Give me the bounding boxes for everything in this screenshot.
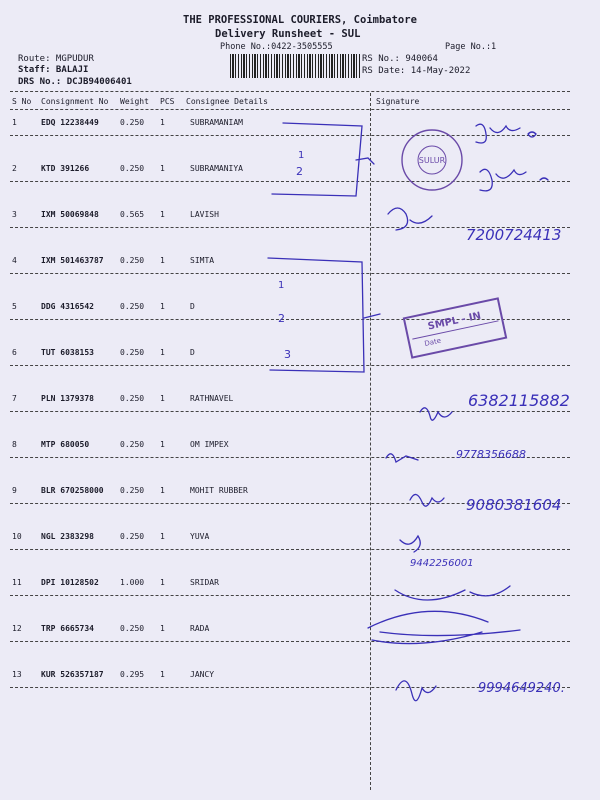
cell-weight: 0.250 xyxy=(120,486,145,495)
cell-weight: 0.250 xyxy=(120,118,145,127)
cell-sno: 6 xyxy=(12,348,17,357)
cell-consignment: IXM 50069848 xyxy=(41,210,99,219)
cell-weight: 0.250 xyxy=(120,164,145,173)
cell-weight: 0.250 xyxy=(120,440,145,449)
signature-row-7 xyxy=(420,408,452,420)
cell-consignment: MTP 680050 xyxy=(41,440,90,449)
signature-row-13 xyxy=(396,681,436,701)
cell-consignee: D xyxy=(190,348,195,357)
cell-consignment: DDG 4316542 xyxy=(41,302,94,311)
cell-consignment: KUR 526357187 xyxy=(41,670,104,679)
cell-consignee: SUBRAMANIYA xyxy=(190,164,243,173)
cell-sno: 2 xyxy=(12,164,17,173)
cell-consignment: PLN 1379378 xyxy=(41,394,94,403)
cell-sno: 3 xyxy=(12,210,17,219)
cell-sno: 13 xyxy=(12,670,22,679)
cell-consignment: TRP 6665734 xyxy=(41,624,94,633)
cell-pcs: 1 xyxy=(160,348,165,357)
rs-number: RS No.: 940064 xyxy=(362,54,438,64)
cell-sno: 8 xyxy=(12,440,17,449)
cell-consignment: NGL 2383298 xyxy=(41,532,94,541)
route: Route: MGPUDUR xyxy=(18,54,94,64)
cell-consignee: SRIDAR xyxy=(190,578,219,587)
staff: Staff: BALAJI xyxy=(18,65,89,75)
cell-consignee: LAVISH xyxy=(190,210,219,219)
cell-weight: 0.250 xyxy=(120,394,145,403)
rect-smpl-stamp xyxy=(404,298,506,357)
cell-pcs: 1 xyxy=(160,670,165,679)
phone-row-3: 7200724413 xyxy=(466,226,562,244)
cell-consignee: D xyxy=(190,302,195,311)
cell-pcs: 1 xyxy=(160,532,165,541)
cell-weight: 0.295 xyxy=(120,670,145,679)
cell-pcs: 1 xyxy=(160,578,165,587)
rs-date: RS Date: 14-May-2022 xyxy=(362,66,471,76)
page-number: Page No.:1 xyxy=(445,42,497,52)
box-mark-4: 2 xyxy=(278,312,285,325)
cell-consignment: DPI 10128502 xyxy=(41,578,99,587)
box-mark-5: 3 xyxy=(284,348,291,361)
phone-row-13: 9994649240. xyxy=(478,681,565,696)
phone-row-10: 9442256001 xyxy=(410,558,474,569)
round-stamp-center: SULUR xyxy=(418,156,446,165)
phone-row-9: 9080381604 xyxy=(466,496,562,514)
cell-weight: 0.565 xyxy=(120,210,145,219)
cell-weight: 0.250 xyxy=(120,256,145,265)
company-title: THE PROFESSIONAL COURIERS, Coimbatore xyxy=(183,14,417,26)
cell-weight: 0.250 xyxy=(120,532,145,541)
cell-sno: 11 xyxy=(12,578,22,587)
cell-consignee: YUVA xyxy=(190,532,210,541)
cell-sno: 4 xyxy=(12,256,17,265)
runsheet-title: Delivery Runsheet - SUL xyxy=(215,28,361,40)
box-mark-3: 1 xyxy=(278,280,285,291)
cell-consignee: MOHIT RUBBER xyxy=(190,486,248,495)
cell-sno: 10 xyxy=(12,532,22,541)
cell-pcs: 1 xyxy=(160,440,165,449)
cell-pcs: 1 xyxy=(160,256,165,265)
phone-number: Phone No.:0422-3505555 xyxy=(220,42,333,52)
box-mark-1: 1 xyxy=(298,150,305,161)
cell-consignee: SIMTA xyxy=(190,256,215,265)
col-header-signature: Signature xyxy=(376,97,420,106)
cell-sno: 7 xyxy=(12,394,17,403)
cell-pcs: 1 xyxy=(160,210,165,219)
cell-consignee: RATHNAVEL xyxy=(190,394,234,403)
phone-row-7: 6382115882 xyxy=(468,391,570,410)
cell-sno: 5 xyxy=(12,302,17,311)
signature-row-10 xyxy=(400,536,420,552)
signature-row-2 xyxy=(480,169,548,191)
signature-row-1 xyxy=(476,124,536,143)
cell-pcs: 1 xyxy=(160,164,165,173)
cell-consignment: IXM 501463787 xyxy=(41,256,104,265)
box-mark-2: 2 xyxy=(296,165,303,178)
cell-consignee: JANCY xyxy=(190,670,215,679)
col-header-sno: S No xyxy=(12,97,32,106)
rect-stamp-text: SMPL - IN xyxy=(426,310,483,333)
cell-consignment: EDQ 12238449 xyxy=(41,118,99,127)
hand-box-rows-1-2 xyxy=(272,123,362,196)
cell-consignee: SUBRAMANIAM xyxy=(190,118,243,127)
cell-weight: 1.000 xyxy=(120,578,145,587)
signature-row-12 xyxy=(368,611,520,643)
cell-pcs: 1 xyxy=(160,486,165,495)
cell-sno: 9 xyxy=(12,486,17,495)
cell-consignment: KTD 391266 xyxy=(41,164,90,173)
cell-sno: 12 xyxy=(12,624,22,633)
cell-pcs: 1 xyxy=(160,302,165,311)
cell-pcs: 1 xyxy=(160,118,165,127)
cell-consignee: OM IMPEX xyxy=(190,440,229,449)
cell-consignment: BLR 670258000 xyxy=(41,486,104,495)
col-header-consignee: Consignee Details xyxy=(186,97,268,106)
cell-weight: 0.250 xyxy=(120,624,145,633)
cell-weight: 0.250 xyxy=(120,302,145,311)
cell-pcs: 1 xyxy=(160,624,165,633)
signature-row-8 xyxy=(386,454,418,462)
col-header-pcs: PCS xyxy=(160,97,175,106)
signature-row-3 xyxy=(388,208,432,230)
col-header-consignment: Consignment No xyxy=(41,97,109,106)
cell-weight: 0.250 xyxy=(120,348,145,357)
signature-row-9 xyxy=(410,494,444,506)
rect-stamp-sub: Date xyxy=(423,336,442,348)
drs-number: DRS No.: DCJB94006401 xyxy=(18,77,132,87)
phone-row-8: 9778356688 xyxy=(456,448,526,461)
hand-arrow-2 xyxy=(364,314,380,318)
signature-row-11 xyxy=(395,586,510,600)
cell-sno: 1 xyxy=(12,118,17,127)
col-header-weight: Weight xyxy=(120,97,149,106)
cell-consignment: TUT 6038153 xyxy=(41,348,94,357)
cell-pcs: 1 xyxy=(160,394,165,403)
cell-consignee: RADA xyxy=(190,624,210,633)
